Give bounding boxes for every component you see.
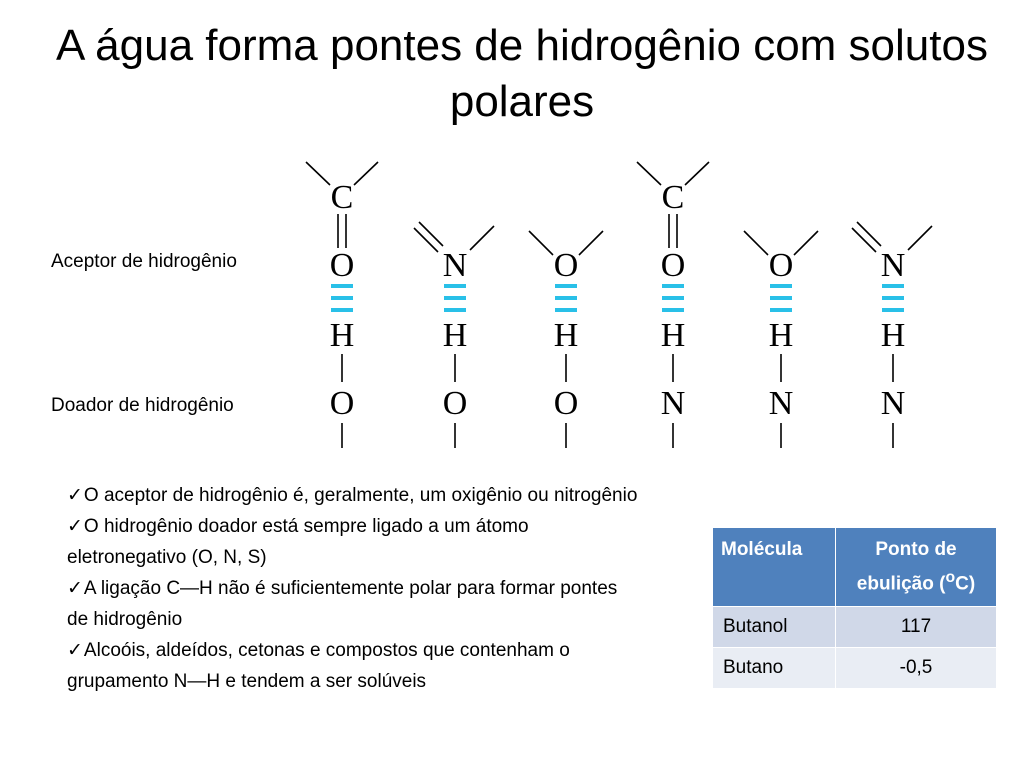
donor-atom: N	[660, 385, 686, 422]
bullet-item	[67, 573, 642, 635]
donor-atom: N	[768, 385, 794, 422]
donor-atom: O	[553, 385, 579, 422]
substituent-bond	[637, 162, 661, 185]
hbond-pair-5	[744, 231, 818, 448]
boiling-point-table	[713, 528, 996, 688]
hbond-pair-2	[414, 222, 494, 448]
slide-title: A água forma pontes de hidrogênio com solutos polares	[56, 21, 988, 126]
top-atom: C	[330, 179, 354, 216]
double-bond	[419, 222, 443, 246]
double-bond	[414, 228, 438, 252]
hbond-pair-6	[852, 222, 932, 448]
cell-boiling-point: 117	[836, 607, 997, 648]
hbond-pair-3	[529, 231, 603, 448]
hydrogen-atom: H	[660, 317, 686, 354]
bullet-text: O hidrogênio doador está sempre ligado a um átomo eletronegativo (O, N, S)	[67, 516, 529, 568]
substituent-bond	[354, 162, 378, 185]
hydrogen-atom: H	[768, 317, 794, 354]
substituent-bond	[794, 231, 818, 255]
substituent-bond	[908, 226, 932, 250]
substituent-bond	[579, 231, 603, 255]
acceptor-atom: N	[880, 247, 906, 284]
hbond-pair-4	[637, 162, 709, 448]
header-boiling-point-unit: C)	[955, 573, 976, 595]
header-boiling-point	[836, 528, 997, 607]
bullet-item	[67, 511, 642, 573]
hydrogen-atom: H	[880, 317, 906, 354]
substituent-bond	[744, 231, 768, 255]
acceptor-atom: N	[442, 247, 468, 284]
checkmark-icon: ✓	[67, 516, 83, 537]
bullet-item	[67, 635, 642, 697]
checkmark-icon: ✓	[67, 640, 83, 661]
hydrogen-atom: H	[329, 317, 355, 354]
cell-molecule: Butanol	[713, 607, 836, 648]
top-atom: C	[661, 179, 685, 216]
hydrogen-atom: H	[442, 317, 468, 354]
double-bond	[857, 222, 881, 246]
acceptor-atom: O	[768, 247, 794, 284]
cell-boiling-point: -0,5	[836, 648, 997, 689]
table-row	[713, 607, 996, 648]
header-molecule: Molécula	[713, 528, 836, 607]
donor-atom: O	[329, 385, 355, 422]
donor-label: Doador de hidrogênio	[51, 395, 234, 416]
acceptor-label: Aceptor de hidrogênio	[51, 251, 237, 272]
table-row	[713, 648, 996, 689]
substituent-bond	[685, 162, 709, 185]
header-boiling-point-text: Ponto de ebulição (	[856, 538, 957, 595]
hydrogen-atom: H	[553, 317, 579, 354]
acceptor-atom: O	[660, 247, 686, 284]
substituent-bond	[306, 162, 330, 185]
donor-atom: N	[880, 385, 906, 422]
bullet-text: A ligação C—H não é suficientemente polar para formar pontes de hidrogênio	[67, 578, 618, 630]
substituent-bond	[470, 226, 494, 250]
acceptor-atom: O	[553, 247, 579, 284]
table-header-row	[713, 528, 996, 607]
donor-atom: O	[442, 385, 468, 422]
bullet-text: Alcoóis, aldeídos, cetonas e compostos que contenham o grupamento N—H e tendem a ser solúveis	[67, 640, 570, 692]
cell-molecule: Butano	[713, 648, 836, 689]
double-bond	[852, 228, 876, 252]
hbond-pair-1	[306, 162, 378, 448]
bullet-text: O aceptor de hidrogênio é, geralmente, um oxigênio ou nitrogênio	[83, 485, 638, 506]
checkmark-icon: ✓	[67, 485, 83, 506]
substituent-bond	[529, 231, 553, 255]
degree-superscript: o	[945, 568, 956, 586]
bullet-list	[67, 480, 642, 697]
bullet-item	[67, 480, 642, 511]
checkmark-icon: ✓	[67, 578, 83, 599]
acceptor-atom: O	[329, 247, 355, 284]
